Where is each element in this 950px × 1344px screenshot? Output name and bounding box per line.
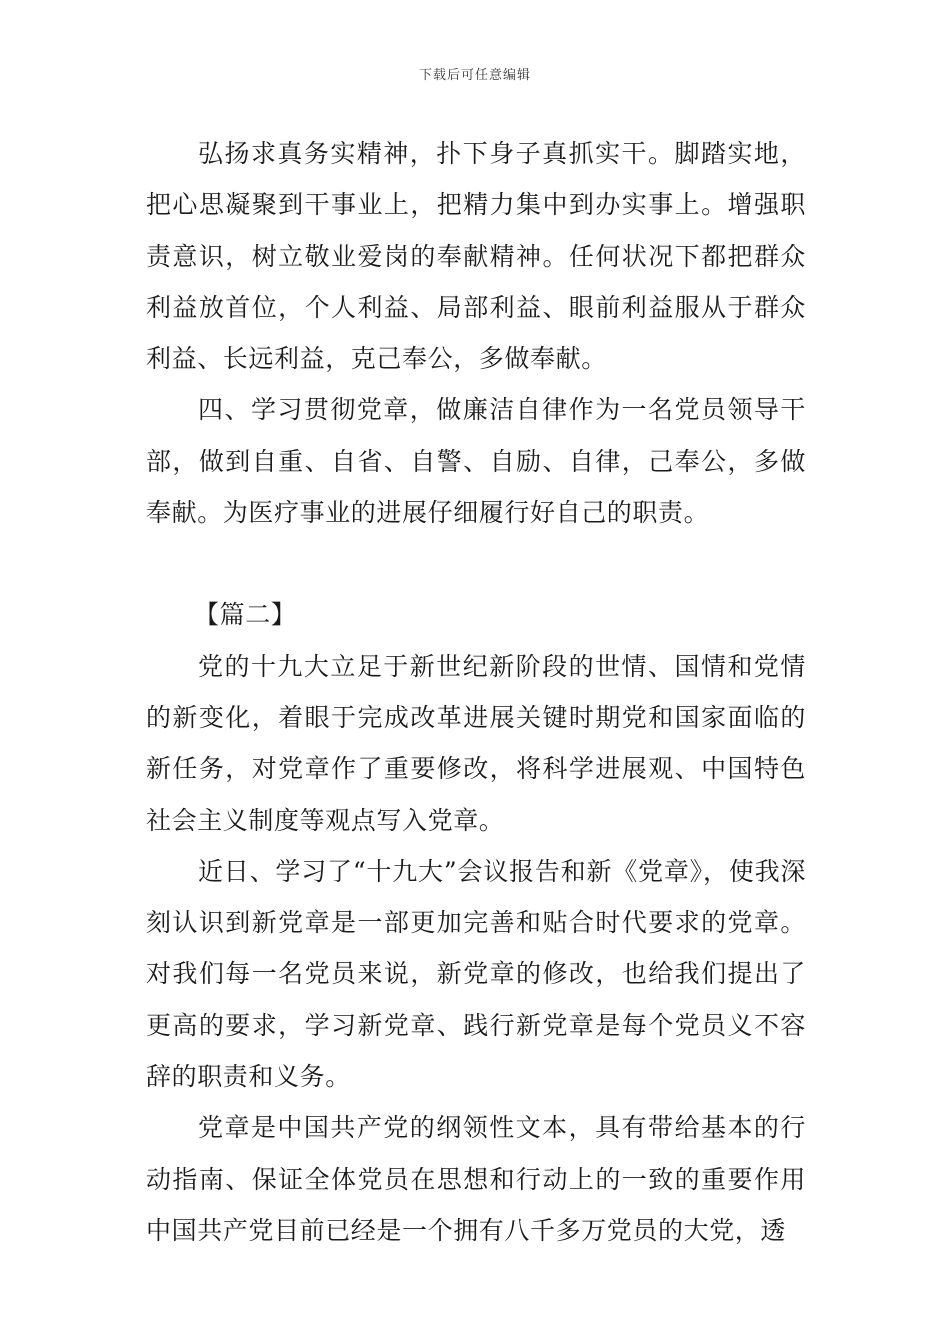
section-title: 【篇二】 [194, 600, 297, 630]
paragraph-1: 弘扬求真务实精神，扑下身子真抓实干。脚踏实地，把心思凝聚到干事业上，把精力集中到办实事上。增强职责意识，树立敬业爱岗的奉献精神。任何状况下都把群众利益放首位，个人利益、局部利益、眼前利益服从于群众利益、长远利益，克己奉公，多做奉献。 [146, 139, 806, 374]
paragraph-4: 近日、学习了“十九大”会议报告和新《党章》，使我深刻认识到新党章是一部更加完善和贴合时代要求的党章。对我们每一名党员来说，新党章的修改，也给我们提出了更高的要求，学习新党章、践行新党章是每个党员义不容辞的职责和义务。 [146, 856, 806, 1092]
paragraph-3: 党的十九大立足于新世纪新阶段的世情、国情和党情的新变化，着眼于完成改革进展关键时期党和国家面临的新任务，对党章作了重要修改，将科学进展观、中国特色社会主义制度等观点写入党章。 [146, 651, 806, 835]
paragraph-5: 党章是中国共产党的纲领性文本，具有带给基本的行动指南、保证全体党员在思想和行动上的一致的重要作用中国共产党目前已经是一个拥有八千多万党员的大党，透 [146, 1113, 806, 1245]
document-body [146, 128, 806, 1256]
paragraph-2: 四、学习贯彻党章，做廉洁自律作为一名党员领导干部，做到自重、自省、自警、自励、自律，己奉公，多做奉献。为医疗事业的进展仔细履行好自己的职责。 [146, 395, 806, 528]
section-gap [146, 538, 806, 589]
page-header-note: 下载后可任意编辑 [418, 68, 531, 83]
